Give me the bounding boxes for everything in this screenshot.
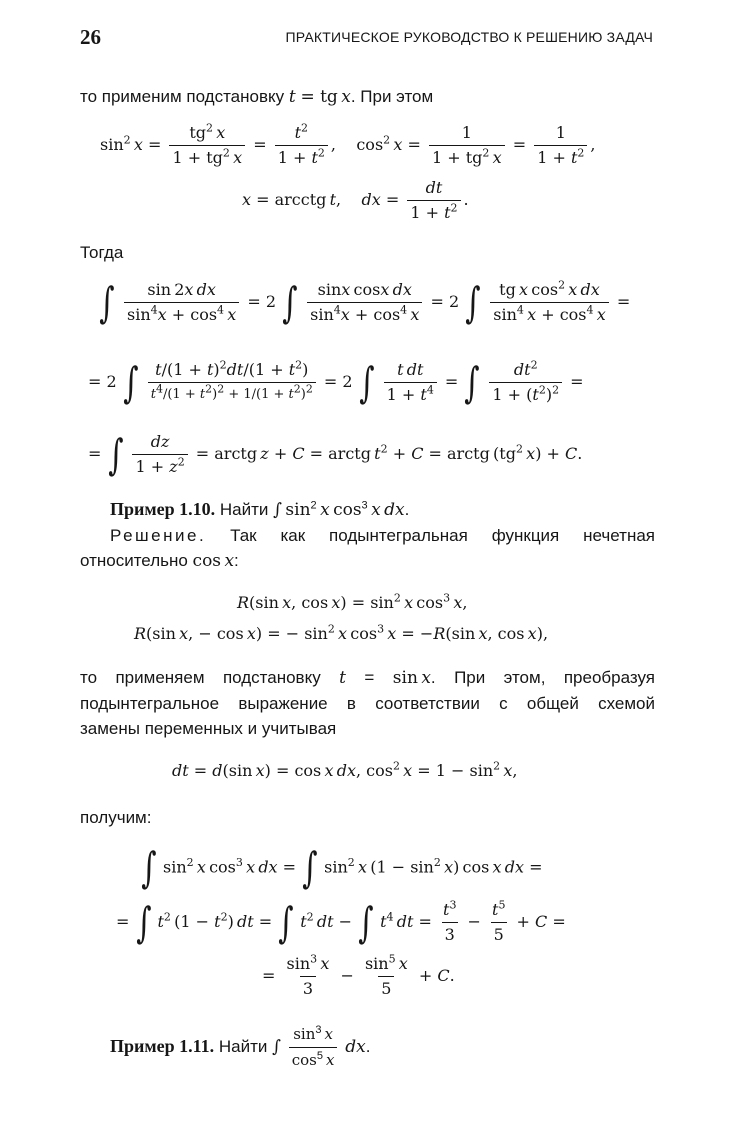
integral-line-2: = 2 ∫ $\frac{t/(1 + t)^2dt/(1 + t^2)}{t^4/(1 + t^2)^2 + 1/(1 + t^2)^2}$ = 2 ∫ $\frac{\text{t dt}}{1 + t^4}$ = ∫ $\frac{dt^2}{1 + (t^2)^2}$ = <box>88 357 584 407</box>
para-line-1b: При этом, преобразуя <box>454 668 655 687</box>
formula-sin-cos-squared: $\sin^2 x$ = $\frac{tg^2 x}{1 + tg^2 x}$ = $\frac{t^2}{1 + t^2}$ , $\cos^2 x$ = $\frac{1}{1 + tg^2 x}$ = $\frac{1}{1 + t^2}$ , <box>100 121 596 167</box>
intro-text-1: то применим подстановку <box>80 87 285 106</box>
formula-x-dx: x = arcctg t, dx = $\frac{dt}{1 + t^2}$ . <box>242 178 469 222</box>
page-number: 26 <box>80 25 101 49</box>
para-line-3: замены переменных и учитывая <box>80 719 337 738</box>
solution-label: Решение. <box>110 526 207 545</box>
substitution-formula: t <box>288 87 296 107</box>
formula-dt: dt = d(sin x) = cos x dx, $\cos^2 x = 1 - \sin^2 x$, <box>172 759 518 780</box>
solution-paragraph: Решение. Так как подынтегральная функция нечетная относительно cos x: <box>80 526 655 571</box>
poluchim-text: получим: <box>80 808 152 827</box>
running-header: ПРАКТИЧЕСКОЕ РУКОВОДСТВО К РЕШЕНИЮ ЗАДАЧ <box>285 29 653 45</box>
solution-line-1: Так как подынтегральная функция нечетная <box>230 526 655 545</box>
para-line-1a: то применяем подстановку <box>80 668 321 687</box>
example-1-10: Пример 1.10. Найти ∫ $\sin^2 x$ $\cos^3 x$ dx. <box>110 499 410 520</box>
togda-text: Тогда <box>80 243 124 262</box>
intro-line: то применим подстановку t = tg x. При этом <box>80 87 434 107</box>
final-line-1: ∫ $\sin^2 x$ $\cos^3 x$ dx = ∫ $\sin^2 x$ $(1 - \sin^2 x)$ cos x dx = <box>141 843 543 892</box>
example-1-10-task: Найти <box>219 500 269 519</box>
example-1-11-label: Пример 1.11. <box>110 1035 215 1056</box>
formula-r-minus: R(sin x, − cos x) = − $\sin^2 x$ $\cos^3 x = -R(\sin$ x, cos x), <box>134 622 549 643</box>
para-line-2: подынтегральное выражение в соответствии с общей схемой <box>80 694 655 713</box>
integral-line-1: ∫ $\frac{\text{sin 2x dx}}{\sin^4x + \cos^4 x}$ = 2 ∫ $\frac{\text{sinx cosx dx}}{\sin^4x + \cos^4 x}$ = 2 ∫ $\frac{tg x \cos^2 x dx}{\sin^4 x + \cos^4 x}$ = <box>99 277 631 327</box>
substitution-paragraph: то применяем подстановку t = sin x. При этом, преобразуя подынтегральное выражение в соответствии с общей схемой замены переменных и учитывая <box>80 668 655 738</box>
example-1-11-task: Найти <box>218 1036 268 1056</box>
intro-text-2: При этом <box>360 87 434 106</box>
example-1-11: Пример 1.11. Найти ∫ $\frac{\sin^3 x}{\cos^5 x}$ dx. <box>110 1024 371 1069</box>
formula-r-plus: R(sin x, $\cos x) = \sin^2 x$ $\cos^3 x$, <box>237 591 468 612</box>
example-1-10-label: Пример 1.10. <box>110 499 216 519</box>
final-line-2: = ∫ $t^2$ $(1 - t^2)$ dt = ∫ $t^2$ dt − ∫ $t^4$ dt = $\frac{t^3}{3}$ − $\frac{t^5}{5}$ + C = <box>116 897 566 947</box>
final-line-3: = $\frac{\sin^3 x}{3}$ − $\frac{\sin^5 x}{5}$ + C. <box>262 952 455 998</box>
solution-line-2: относительно <box>80 551 188 570</box>
integral-line-3: = ∫ $\frac{dz}{1 + z^2}$ = arctg z + C = arctg $t^2 + C$ = arctg ($tg^2$ x) + C. <box>88 429 583 479</box>
